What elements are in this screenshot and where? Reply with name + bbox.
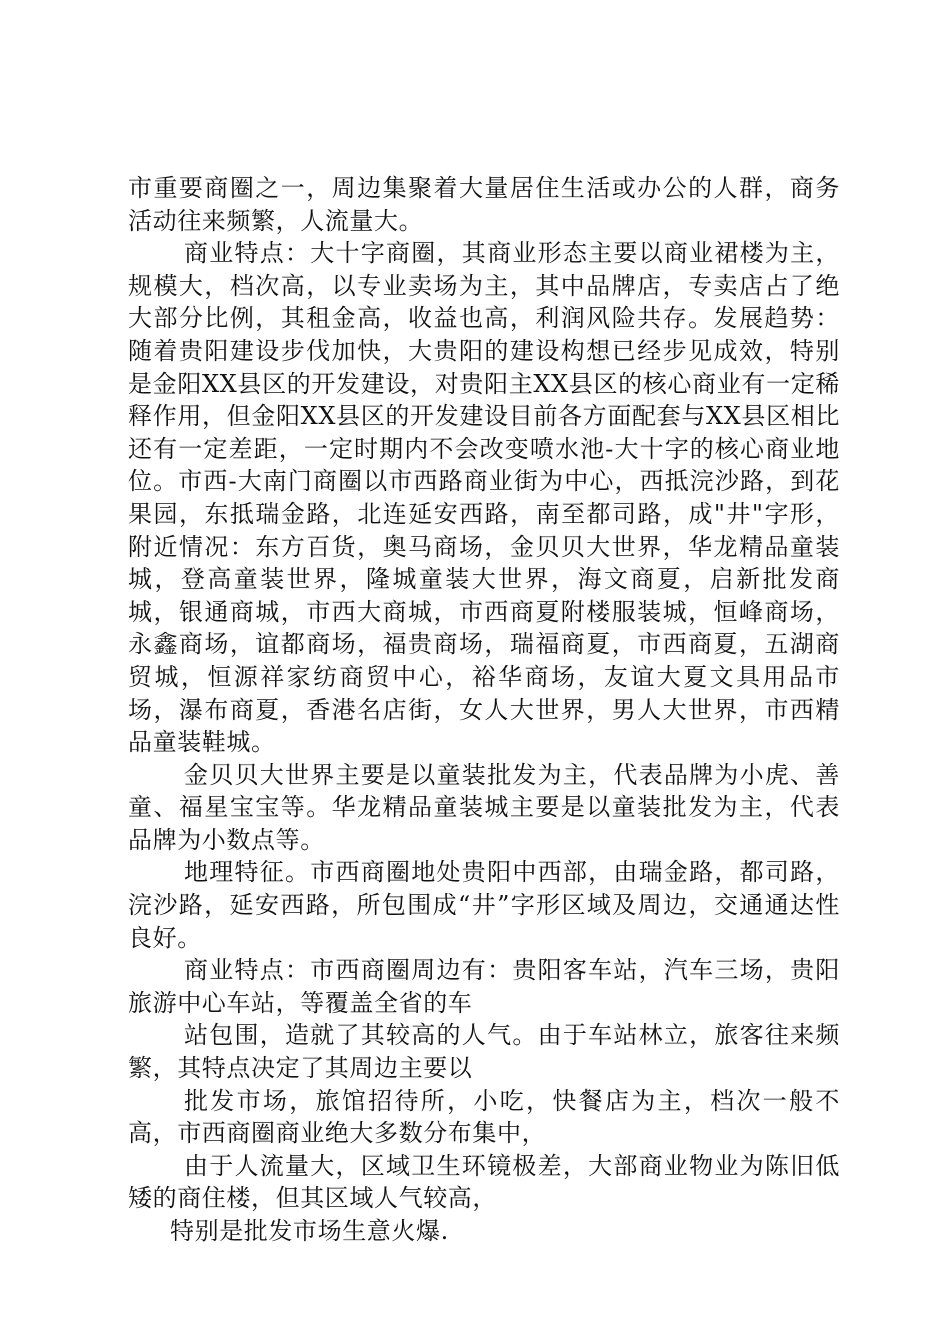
paragraph-continuation: 市重要商圈之一，周边集聚着大量居住生活或办公的人群，商务活动往来频繁，人流量大。 bbox=[128, 174, 840, 235]
paragraph-stations: 站包围，造就了其较高的人气。由于车站林立，旅客往来频繁，其特点决定了其周边主要以 bbox=[128, 1021, 840, 1083]
paragraph-jinbeibei: 金贝贝大世界主要是以童装批发为主，代表品牌为小虎、善童、福星宝宝等。华龙精品童装城主要是以童装批发为主，代表品牌为小数点等。 bbox=[128, 760, 840, 854]
paragraph-shixi-features: 商业特点：市西商圈周边有：贵阳客车站，汽车三场，贵阳旅游中心车站，等覆盖全省的车 bbox=[128, 956, 840, 1017]
document-body bbox=[128, 172, 840, 1248]
paragraph-conclusion: 特别是批发市场生意火爆. bbox=[170, 1217, 449, 1245]
paragraph-business-features: 商业特点：大十字商圈，其商业形态主要以商业裙楼为主，规模大，档次高，以专业卖场为主，其中品牌店，专卖店占了绝大部分比例，其租金高，收益也高，利润风险共存。发展趋势：随着贵阳建设步伐加快，大贵阳的建设构想已经步见成效，特别是金阳XX县区的开发建设，对贵阳主XX县区的核心商业有一定稀释作用，但金阳XX县区的开发建设目前各方面配套与XX县区相比还有一定差距，一定时期内不会改变喷水池-大十字的核心商业地位。市西-大南门商圈以市西路商业街为中心，西抵浣沙路，到花果园，东抵瑞金路，北连延安西路，南至都司路，成"井"字形，附近情况：东方百货，奥马商场，金贝贝大世界，华龙精品童装城，登高童装世界，隆城童装大世界，海文商夏，启新批发商城，银通商城，市西大商城，市西商夏附楼服装城，恒峰商场，永鑫商场，谊都商场，福贵商场，瑞福商夏，市西商夏，五湖商贸城，恒源祥家纺商贸中心，裕华商场，友谊大夏文具用品市场，瀑布商夏，香港名店街，女人大世界，男人大世界，市西精品童装鞋城。 bbox=[128, 239, 840, 757]
paragraph-wholesale: 批发市场，旅馆招待所，小吃，快餐店为主，档次一般不高，市西商圈商业绝大多数分布集中， bbox=[128, 1086, 840, 1148]
paragraph-environment: 由于人流量大，区域卫生环镜极差，大部商业物业为陈旧低矮的商住楼，但其区域人气较高， bbox=[128, 1151, 840, 1213]
paragraph-geography: 地理特征。市西商圈地处贵阳中西部，由瑞金路，都司路，浣沙路，延安西路，所包围成“井”字形区域及周边，交通通达性良好。 bbox=[128, 858, 840, 952]
